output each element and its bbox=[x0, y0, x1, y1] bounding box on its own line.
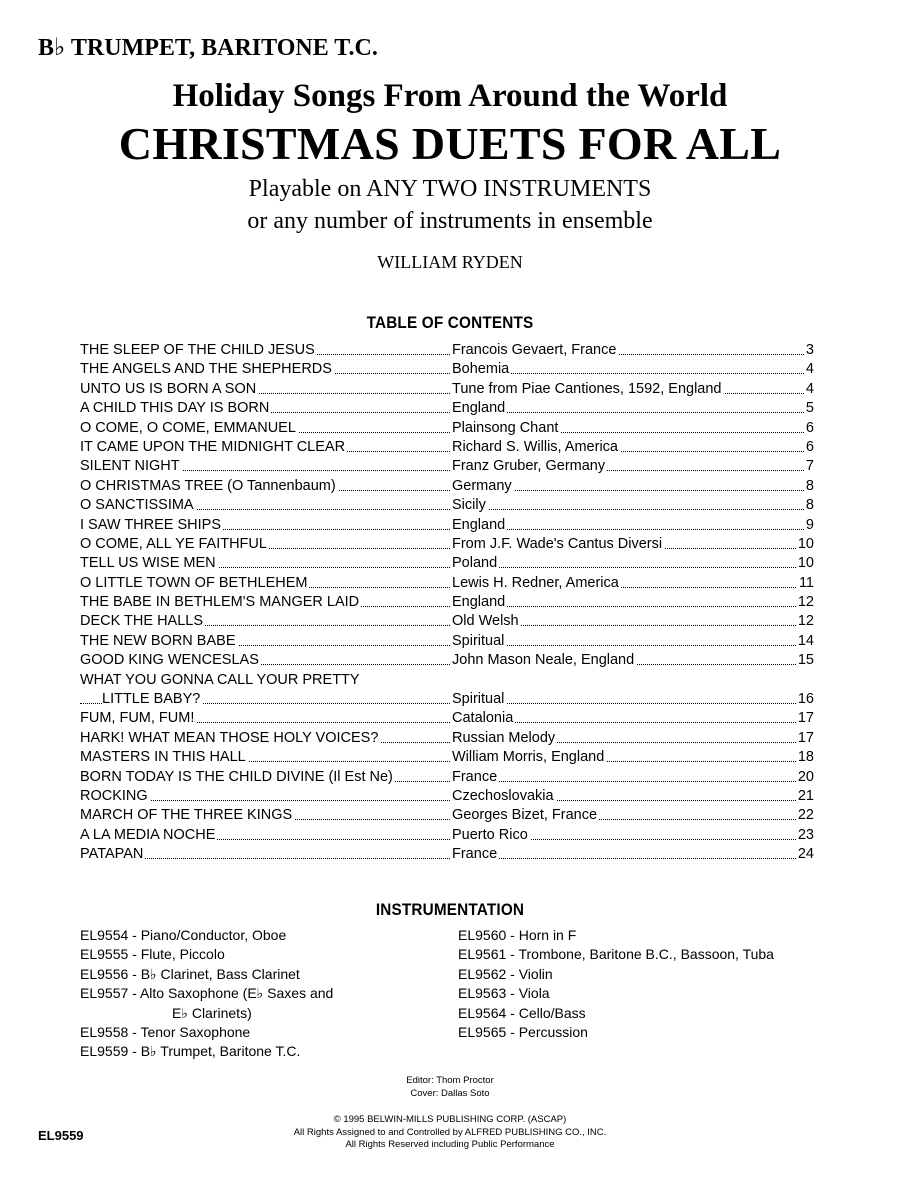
toc-origin: Czechoslovakia bbox=[450, 787, 556, 806]
toc-origin: William Morris, England bbox=[450, 748, 606, 767]
toc-page: 6 bbox=[804, 438, 814, 457]
copyright-line: All Rights Assigned to and Controlled by ALFRED PUBLISHING CO., INC. bbox=[293, 1126, 607, 1138]
toc-title: IT CAME UPON THE MIDNIGHT CLEAR bbox=[80, 438, 347, 457]
toc-page: 18 bbox=[796, 748, 814, 767]
toc-page: 14 bbox=[796, 632, 814, 651]
toc-title: GOOD KING WENCESLAS bbox=[80, 651, 261, 670]
toc-entry bbox=[80, 845, 814, 864]
toc-title: SILENT NIGHT bbox=[80, 457, 182, 476]
composer-name: WILLIAM RYDEN bbox=[377, 252, 523, 272]
instrument-item: EL9555 - Flute, Piccolo bbox=[80, 946, 225, 963]
instrument-item: EL9560 - Horn in F bbox=[458, 927, 577, 943]
toc-page: 23 bbox=[796, 826, 814, 845]
toc-page: 17 bbox=[796, 709, 814, 728]
toc-origin: Franz Gruber, Germany bbox=[450, 457, 607, 476]
toc-title: MASTERS IN THIS HALL bbox=[80, 748, 248, 767]
toc-title-continuation: LITTLE BABY? bbox=[102, 690, 202, 709]
instrument-item: EL9554 - Piano/Conductor, Oboe bbox=[80, 927, 287, 943]
credits bbox=[0, 1075, 900, 1100]
toc-origin: Old Welsh bbox=[450, 612, 521, 631]
ensemble-line: or any number of instruments in ensemble bbox=[247, 208, 653, 234]
toc-entry bbox=[80, 438, 814, 457]
toc-origin: England bbox=[450, 593, 507, 612]
toc-origin: France bbox=[450, 768, 499, 787]
toc-origin: England bbox=[450, 516, 507, 535]
toc-entry bbox=[80, 787, 814, 806]
instrumentation-left-column bbox=[80, 926, 333, 1062]
toc-page: 4 bbox=[804, 380, 814, 399]
toc-page: 15 bbox=[796, 651, 814, 670]
toc-title: O LITTLE TOWN OF BETHLEHEM bbox=[80, 574, 309, 593]
toc-title: PATAPAN bbox=[80, 845, 145, 864]
instrument-item: EL9562 - Violin bbox=[458, 965, 553, 982]
toc-entry bbox=[80, 768, 814, 787]
instrument-item: EL9561 - Trombone, Baritone B.C., Bassoon, Tuba bbox=[458, 946, 774, 963]
toc-page: 16 bbox=[796, 690, 814, 709]
toc-origin: Russian Melody bbox=[450, 729, 557, 748]
editor-credit: Editor: Thom Proctor bbox=[406, 1075, 494, 1086]
toc-title: A LA MEDIA NOCHE bbox=[80, 826, 217, 845]
toc-entry bbox=[80, 341, 814, 360]
copyright-line: © 1995 BELWIN-MILLS PUBLISHING CORP. (ASCAP) bbox=[333, 1114, 567, 1125]
toc-entry bbox=[80, 612, 814, 631]
toc-origin: Puerto Rico bbox=[450, 826, 530, 845]
toc-entry bbox=[80, 709, 814, 728]
toc-origin: John Mason Neale, England bbox=[450, 651, 636, 670]
toc-entry bbox=[80, 826, 814, 845]
page-title: CHRISTMAS DUETS FOR ALL bbox=[118, 118, 782, 169]
toc-title: UNTO US IS BORN A SON bbox=[80, 380, 258, 399]
toc-origin: England bbox=[450, 399, 507, 418]
toc-page: 6 bbox=[804, 419, 814, 438]
toc-page: 10 bbox=[796, 535, 814, 554]
toc-entry bbox=[80, 651, 814, 670]
toc-title: I SAW THREE SHIPS bbox=[80, 516, 223, 535]
instrument-item: EL9565 - Percussion bbox=[458, 1023, 588, 1040]
copyright-notice bbox=[0, 1114, 900, 1152]
toc-page: 4 bbox=[804, 360, 814, 379]
instrument-item: EL9558 - Tenor Saxophone bbox=[80, 1023, 251, 1040]
toc-heading: TABLE OF CONTENTS bbox=[366, 313, 534, 332]
toc-origin: From J.F. Wade's Cantus Diversi bbox=[450, 535, 664, 554]
toc-entry bbox=[80, 535, 814, 554]
instrument-item: EL9563 - Viola bbox=[458, 985, 550, 1002]
instrument-item-continuation: E♭ Clarinets) bbox=[172, 1004, 252, 1021]
toc-entry bbox=[80, 457, 814, 476]
toc-title: WHAT YOU GONNA CALL YOUR PRETTY bbox=[80, 671, 362, 690]
toc-title: A CHILD THIS DAY IS BORN bbox=[80, 399, 271, 418]
toc-entry bbox=[80, 380, 814, 399]
toc-page: 24 bbox=[796, 845, 814, 864]
toc-entry bbox=[80, 574, 814, 593]
toc-page: 20 bbox=[796, 768, 814, 787]
toc-entry bbox=[80, 729, 814, 748]
toc-entry bbox=[80, 516, 814, 535]
toc-title: THE NEW BORN BABE bbox=[80, 632, 238, 651]
toc-page: 10 bbox=[796, 554, 814, 573]
toc-title: MARCH OF THE THREE KINGS bbox=[80, 806, 294, 825]
toc-origin: Georges Bizet, France bbox=[450, 806, 599, 825]
toc-origin: Tune from Piae Cantiones, 1592, England bbox=[450, 380, 724, 399]
toc-origin: Richard S. Willis, America bbox=[450, 438, 620, 457]
copyright-line: All Rights Reserved including Public Performance bbox=[345, 1139, 555, 1150]
toc-entry bbox=[80, 748, 814, 767]
toc-title: O COME, O COME, EMMANUEL bbox=[80, 419, 298, 438]
toc-entry bbox=[80, 399, 814, 418]
toc-title: THE BABE IN BETHLEM'S MANGER LAID bbox=[80, 593, 361, 612]
subtitle: Holiday Songs From Around the World bbox=[172, 78, 728, 114]
toc-origin: Sicily bbox=[450, 496, 488, 515]
toc-origin: Catalonia bbox=[450, 709, 515, 728]
toc-page: 8 bbox=[804, 496, 814, 515]
toc-entry bbox=[80, 496, 814, 515]
toc-entry-first-line bbox=[80, 671, 814, 690]
toc-title: O COME, ALL YE FAITHFUL bbox=[80, 535, 269, 554]
toc-entry bbox=[80, 419, 814, 438]
toc-title: BORN TODAY IS THE CHILD DIVINE (Il Est Ne) bbox=[80, 768, 395, 787]
toc-origin: Germany bbox=[450, 477, 514, 496]
toc-page: 12 bbox=[796, 593, 814, 612]
toc-origin: Spiritual bbox=[450, 690, 506, 709]
toc-entry bbox=[80, 554, 814, 573]
toc-origin: Spiritual bbox=[450, 632, 506, 651]
toc-page: 3 bbox=[804, 341, 814, 360]
toc-entry bbox=[80, 360, 814, 379]
toc-origin: Poland bbox=[450, 554, 499, 573]
toc-entry bbox=[80, 806, 814, 825]
toc-title: DECK THE HALLS bbox=[80, 612, 205, 631]
instrumentation-right-column bbox=[458, 926, 774, 1042]
toc-page: 21 bbox=[796, 787, 814, 806]
toc-title: TELL US WISE MEN bbox=[80, 554, 218, 573]
toc-title: O CHRISTMAS TREE (O Tannenbaum) bbox=[80, 477, 338, 496]
playable-line: Playable on ANY TWO INSTRUMENTS bbox=[248, 176, 652, 202]
instrumentation-heading: INSTRUMENTATION bbox=[375, 900, 525, 919]
toc-entry bbox=[80, 593, 814, 612]
toc-origin: France bbox=[450, 845, 499, 864]
toc-origin: Lewis H. Redner, America bbox=[450, 574, 621, 593]
toc-page: 5 bbox=[804, 399, 814, 418]
toc-page: 11 bbox=[797, 574, 814, 593]
cover-credit: Cover: Dallas Soto bbox=[410, 1087, 490, 1099]
part-label: B♭ TRUMPET, BARITONE T.C. bbox=[38, 35, 378, 61]
toc-entry bbox=[80, 632, 814, 651]
toc-page: 12 bbox=[796, 612, 814, 631]
toc-origin: Bohemia bbox=[450, 360, 511, 379]
instrument-item: EL9557 - Alto Saxophone (E♭ Saxes and bbox=[80, 985, 334, 1002]
toc-title: O SANCTISSIMA bbox=[80, 496, 196, 515]
toc-page: 7 bbox=[804, 457, 814, 476]
instrument-item: EL9564 - Cello/Bass bbox=[458, 1004, 586, 1021]
toc-entry bbox=[80, 477, 814, 496]
toc-page: 8 bbox=[804, 477, 814, 496]
table-of-contents bbox=[80, 341, 814, 865]
toc-origin: Francois Gevaert, France bbox=[450, 341, 618, 360]
toc-page: 17 bbox=[796, 729, 814, 748]
toc-title: THE ANGELS AND THE SHEPHERDS bbox=[80, 360, 334, 379]
instrument-item: EL9559 - B♭ Trumpet, Baritone T.C. bbox=[80, 1043, 301, 1060]
catalog-number: EL9559 bbox=[38, 1128, 84, 1143]
toc-title: THE SLEEP OF THE CHILD JESUS bbox=[80, 341, 317, 360]
toc-page: 22 bbox=[796, 806, 814, 825]
instrument-item: EL9556 - B♭ Clarinet, Bass Clarinet bbox=[80, 965, 300, 982]
toc-title: HARK! WHAT MEAN THOSE HOLY VOICES? bbox=[80, 729, 380, 748]
toc-title: ROCKING bbox=[80, 787, 150, 806]
toc-entry bbox=[80, 690, 814, 709]
toc-title: FUM, FUM, FUM! bbox=[80, 709, 196, 728]
toc-page: 9 bbox=[804, 516, 814, 535]
toc-origin: Plainsong Chant bbox=[450, 419, 560, 438]
